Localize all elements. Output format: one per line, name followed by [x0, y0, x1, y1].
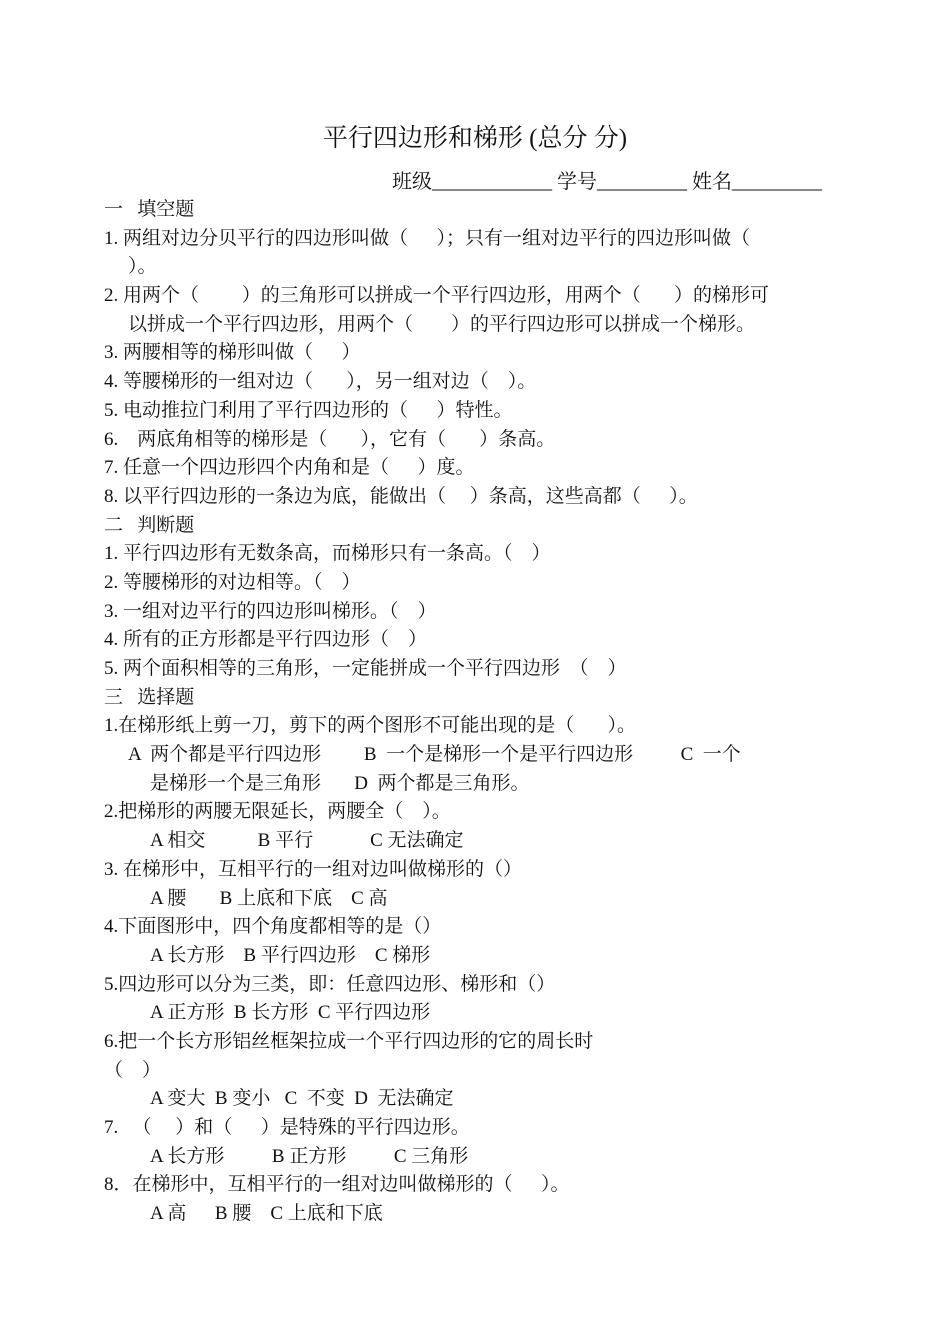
fill-question-5: 5. 电动推拉门利用了平行四边形的（ ）特性。 [104, 399, 513, 421]
fill-question-7: 7. 任意一个四边形四个内角和是（ ）度。 [104, 457, 475, 479]
fill-question-1-line2: ）。 [128, 256, 157, 278]
mc-question-6-line2: （ ） [104, 1059, 162, 1081]
mc-question-2-options: A 相交 B 平行 C 无法确定 [150, 830, 464, 852]
mc-question-7: 7. （ ）和（ ）是特殊的平行四边形。 [104, 1117, 470, 1138]
mc-question-4: 4.下面图形中，四个角度都相等的是（） [104, 916, 442, 938]
section-heading-fill-blank: 一 填空题 [104, 199, 195, 220]
tf-question-5: 5. 两个面积相等的三角形，一定能拼成一个平行四边形 （ ） [104, 658, 627, 679]
tf-question-1: 1. 平行四边形有无数条高，而梯形只有一条高。（ ） [104, 543, 551, 565]
fill-question-1-line1: 1. 两组对边分贝平行的四边形叫做（ ）；只有一组对边平行的四边形叫做（ [104, 227, 751, 249]
student-info-line: 班级____________ 学号_________ 姓名_________ [392, 171, 822, 193]
mc-question-8-options: A 高 B 腰 C 上底和下底 [150, 1203, 383, 1225]
section-heading-true-false: 二 判断题 [104, 514, 195, 536]
mc-question-2: 2.把梯形的两腰无限延长，两腰全（ ）。 [104, 801, 451, 823]
mc-question-5: 5.四边形可以分为三类，即：任意四边形、梯形和（） [104, 973, 556, 995]
mc-question-3-options: A 腰 B 上底和下底 C 高 [150, 887, 388, 909]
mc-question-3: 3. 在梯形中，互相平行的一组对边叫做梯形的（） [104, 858, 523, 880]
fill-question-6: 6. 两底角相等的梯形是（ ），它有（ ）条高。 [104, 428, 556, 450]
tf-question-4: 4. 所有的正方形都是平行四边形（ ） [104, 629, 428, 651]
section-heading-multiple-choice: 三 选择题 [104, 686, 195, 708]
mc-question-6-options: A 变大 B 变小 C 不变 D 无法确定 [150, 1088, 454, 1110]
fill-question-4: 4. 等腰梯形的一组对边（ ），另一组对边（ ）。 [104, 371, 537, 393]
mc-question-4-options: A 长方形 B 平行四边形 C 梯形 [150, 944, 431, 966]
fill-question-2-line1: 2. 用两个（ ）的三角形可以拼成一个平行四边形，用两个（ ）的梯形可 [104, 285, 770, 307]
fill-question-8: 8. 以平行四边形的一条边为底，能做出（ ）条高，这些高都（ ）。 [104, 485, 698, 507]
page-title: 平行四边形和梯形 (总分 分) [322, 125, 628, 152]
fill-question-2-line2: 以拼成一个平行四边形，用两个（ ）的平行四边形可以拼成一个梯形。 [128, 313, 756, 335]
mc-question-7-options: A 长方形 B 正方形 C 三角形 [150, 1145, 469, 1167]
mc-question-5-options: A 正方形 B 长方形 C 平行四边形 [150, 1002, 431, 1024]
tf-question-3: 3. 一组对边平行的四边形叫梯形。（ ） [104, 600, 437, 622]
fill-question-3: 3. 两腰相等的梯形叫做（ ） [104, 342, 361, 364]
worksheet-body [104, 196, 852, 1229]
tf-question-2: 2. 等腰梯形的对边相等。（ ） [104, 571, 361, 593]
mc-question-1: 1.在梯形纸上剪一刀，剪下的两个图形不可能出现的是（ ）。 [104, 715, 637, 737]
mc-question-1-options-line2: 是梯形一个是三角形 D 两个都是三角形。 [150, 772, 530, 794]
mc-question-6-line1: 6.把一个长方形铝丝框架拉成一个平行四边形的它的周长时 [104, 1030, 594, 1052]
mc-question-8: 8．在梯形中，互相平行的一组对边叫做梯形的（ ）。 [104, 1174, 570, 1196]
mc-question-1-options-line1: A 两个都是平行四边形 B 一个是梯形一个是平行四边形 C 一个 [128, 744, 741, 766]
